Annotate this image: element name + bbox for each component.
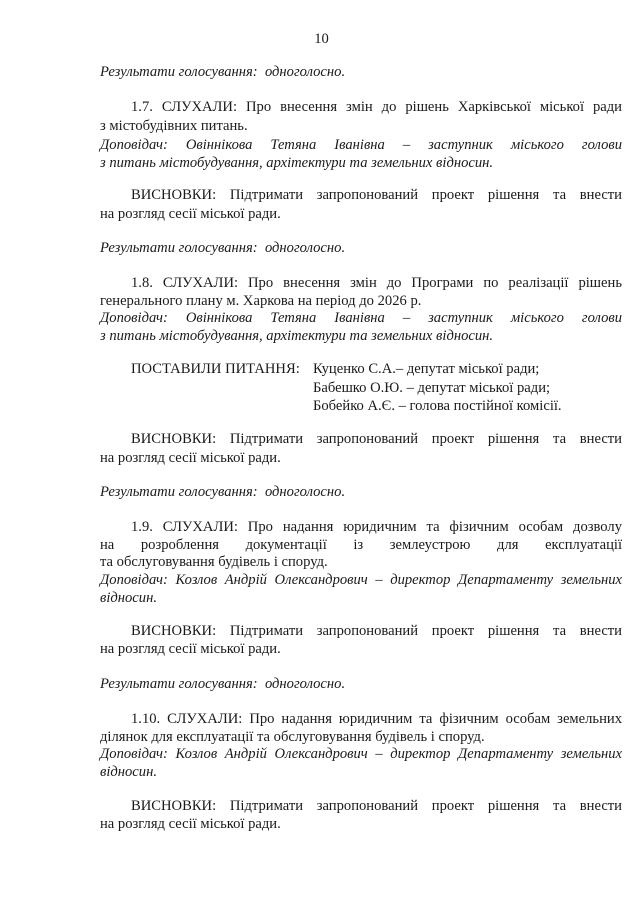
item-1-7-heard-line1: 1.7. СЛУХАЛИ: Про внесення змін до рішень Харківської міської ради: [131, 99, 622, 115]
item-1-7-reporter-line1: Доповідач: Овіннікова Тетяна Іванівна – заступник міського голови: [100, 137, 622, 153]
item-1-9-heard-line1: 1.9. СЛУХАЛИ: Про надання юридичним та фізичним особам дозволу: [131, 519, 622, 535]
item-1-10-conclusion-line1: ВИСНОВКИ: Підтримати запропонований проект рішення та внести: [131, 798, 622, 814]
vote-value: одноголосно.: [264, 240, 346, 256]
vote-label: Результати голосування:: [100, 240, 258, 256]
item-1-9-heard-line2: на розроблення документації із землеустрою для експлуатації: [100, 537, 622, 553]
item-1-8-heard-line2: генерального плану м. Харкова на період до 2026 р.: [100, 293, 422, 309]
questions-label: ПОСТАВИЛИ ПИТАННЯ:: [131, 361, 300, 377]
item-1-10-heard-line2: ділянок для експлуатації та обслуговування будівель і споруд.: [100, 729, 485, 745]
item-1-7-reporter-line2: з питань містобудування, архітектури та земельних відносин.: [100, 155, 494, 171]
item-1-7-conclusion-line2: на розгляд сесії міської ради.: [100, 206, 281, 222]
item-1-9-conclusion-line2: на розгляд сесії міської ради.: [100, 641, 281, 657]
vote-result: [100, 675, 345, 693]
item-1-7-conclusion-line1: ВИСНОВКИ: Підтримати запропонований проект рішення та внести: [131, 187, 622, 203]
question-speaker-1: Куценко С.А.– депутат міської ради;: [313, 361, 540, 377]
item-1-9-reporter-line2: відносин.: [100, 590, 157, 606]
item-1-8-conclusion-line1: ВИСНОВКИ: Підтримати запропонований проект рішення та внести: [131, 431, 622, 447]
item-1-8-heard-line1: 1.8. СЛУХАЛИ: Про внесення змін до Програми по реалізації рішень: [131, 275, 622, 291]
vote-label: Результати голосування:: [100, 64, 258, 80]
question-speaker-3: Бобейко А.Є. – голова постійної комісії.: [313, 398, 562, 414]
item-1-7-heard-line2: з містобудівних питань.: [100, 118, 248, 134]
item-1-9-reporter-line1: Доповідач: Козлов Андрій Олександрович – директор Департаменту земельних: [100, 572, 622, 588]
vote-result: [100, 483, 345, 501]
vote-label: Результати голосування:: [100, 484, 258, 500]
item-1-8-conclusion-line2: на розгляд сесії міської ради.: [100, 450, 281, 466]
vote-value: одноголосно.: [264, 676, 346, 692]
item-1-8-reporter-line2: з питань містобудування, архітектури та земельних відносин.: [100, 328, 494, 344]
item-1-10-reporter-line1: Доповідач: Козлов Андрій Олександрович – директор Департаменту земельних: [100, 746, 622, 762]
vote-value: одноголосно.: [264, 64, 346, 80]
page-number: 10: [314, 31, 329, 47]
vote-result: [100, 239, 345, 257]
item-1-10-heard-line1: 1.10. СЛУХАЛИ: Про надання юридичним та фізичним особам земельних: [131, 711, 622, 727]
item-1-10-conclusion-line2: на розгляд сесії міської ради.: [100, 816, 281, 832]
vote-value: одноголосно.: [264, 484, 346, 500]
vote-result: [100, 63, 345, 81]
item-1-10-reporter-line2: відносин.: [100, 764, 157, 780]
question-speaker-2: Бабешко О.Ю. – депутат міської ради;: [313, 380, 551, 396]
item-1-9-heard-line3: та обслуговування будівель і споруд.: [100, 554, 328, 570]
item-1-8-reporter-line1: Доповідач: Овіннікова Тетяна Іванівна – заступник міського голови: [100, 310, 622, 326]
vote-label: Результати голосування:: [100, 676, 258, 692]
item-1-9-conclusion-line1: ВИСНОВКИ: Підтримати запропонований проект рішення та внести: [131, 623, 622, 639]
